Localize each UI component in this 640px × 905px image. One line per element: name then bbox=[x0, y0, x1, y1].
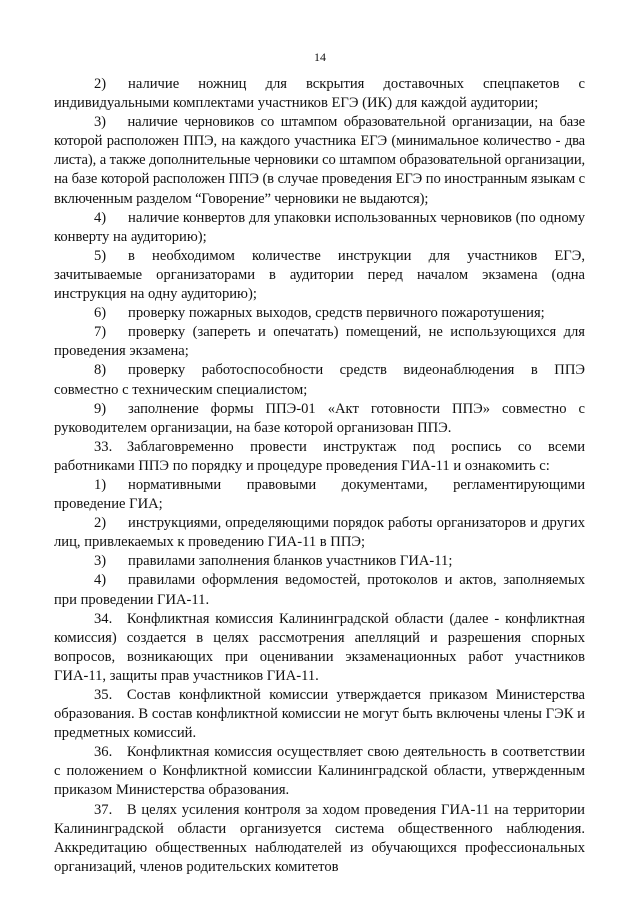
item-5-instructions: 5) в необходимом количестве инструкции для участников ЕГЭ, зачитываемые организаторами в аудитории перед началом экзамена (одна инструкция на одну аудиторию); bbox=[54, 247, 585, 303]
clause-33-item-4: 4) правилами оформления ведомостей, протоколов и актов, заполняемых при проведении ГИА-11. bbox=[54, 572, 585, 608]
page-number: 14 bbox=[314, 50, 326, 64]
item-8-video-surveillance: 8) проверку работоспособности средств видеонаблюдения в ППЭ совместно с техническим специалистом; bbox=[54, 362, 585, 398]
item-4-envelopes: 4) наличие конвертов для упаковки использованных черновиков (по одному конверту на аудиторию); bbox=[54, 209, 585, 245]
clause-33-item-1: 1) нормативными правовыми документами, регламентирующими проведение ГИА; bbox=[54, 476, 585, 513]
clause-36: 36. Конфликтная комиссия осуществляет свою деятельность в соответствии с положением о Конфликтной комиссии Калининградской области, утвержденным приказом Министерства образования. bbox=[54, 744, 585, 799]
document-body bbox=[54, 75, 585, 877]
clause-37: 37. В целях усиления контроля за ходом проведения ГИА-11 на территории Калининградской области организуется система общественного наблюдения. Аккредитацию общественных наблюдателей из обучающихся профессиональных организаций, членов родительских комитетов bbox=[54, 801, 585, 875]
item-3-drafts: 3) наличие черновиков со штампом образовательной организации, на базе которой расположен ППЭ, на каждого участника ЕГЭ (минимальное количество - два листа), а также дополнительные черновики со штампом образовательной организации, на базе которой расположен ППЭ (в случае проведения ЕГЭ по иностранным языкам с включенным разделом “Говорение” черновики не выдаются); bbox=[54, 114, 585, 207]
clause-33: 33. Заблаговременно провести инструктаж под роспись со всеми работниками ППЭ по порядку и процедуре проведения ГИА-11 и ознакомить с: bbox=[54, 438, 585, 474]
item-7-rooms-check: 7) проверку (запереть и опечатать) помещений, не использующихся для проведения экзамена; bbox=[54, 324, 585, 360]
clause-34: 34. Конфликтная комиссия Калининградской области (далее - конфликтная комиссия) создается в целях рассмотрения апелляций и разрешения спорных вопросов, возникающих при оценивании экзаменационных работ участников ГИА-11, защиты прав участников ГИА-11. bbox=[54, 610, 585, 684]
clause-33-item-2: 2) инструкциями, определяющими порядок работы организаторов и других лиц, привлекаемых к проведению ГИА-11 в ППЭ; bbox=[54, 515, 585, 551]
item-6-fire-exits: 6) проверку пожарных выходов, средств первичного пожаротушения; bbox=[94, 305, 545, 322]
clause-35: 35. Состав конфликтной комиссии утверждается приказом Министерства образования. В состав конфликтной комиссии не могут быть включены члены ГЭК и предметных комиссий. bbox=[54, 687, 585, 742]
clause-33-item-3: 3) правилами заполнения бланков участников ГИА-11; bbox=[94, 553, 453, 570]
item-2-scissors: 2) наличие ножниц для вскрытия доставочных спецпакетов с индивидуальными комплектами участников ЕГЭ (ИК) для каждой аудитории; bbox=[54, 76, 585, 112]
item-9-form-ppe01: 9) заполнение формы ППЭ-01 «Акт готовности ППЭ» совместно с руководителем организации, на базе которой организован ППЭ. bbox=[54, 400, 585, 436]
